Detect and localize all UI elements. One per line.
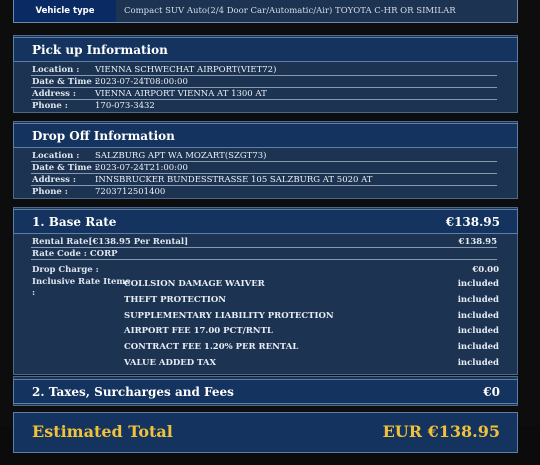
taxes-amount: €0 bbox=[483, 385, 500, 399]
pickup-phone-key: Phone : bbox=[32, 101, 68, 111]
rate-item-value: included bbox=[457, 295, 499, 305]
vehicle-type-value: Compact SUV Auto(2/4 Door Car/Automatic/Air) TOYOTA C-HR OR SIMILAR bbox=[124, 6, 456, 16]
rate-item-value: included bbox=[457, 279, 499, 289]
taxes-title: 2. Taxes, Surcharges and Fees bbox=[32, 385, 234, 399]
dropoff-phone-key: Phone : bbox=[32, 187, 68, 197]
rate-item-value: included bbox=[457, 326, 499, 336]
pickup-address-value: VIENNA AIRPORT VIENNA AT 1300 AT bbox=[95, 89, 267, 99]
pickup-datetime-row bbox=[31, 76, 497, 88]
estimated-total-amount: EUR €138.95 bbox=[382, 422, 500, 441]
rate-item-name: VALUE ADDED TAX bbox=[124, 358, 217, 368]
rate-item-name: THEFT PROTECTION bbox=[124, 295, 227, 305]
rental-rate-value: €138.95 bbox=[458, 237, 497, 247]
vehicle-type-row bbox=[13, 0, 518, 23]
rental-rate-row bbox=[31, 236, 497, 248]
rate-item-value: included bbox=[457, 311, 499, 321]
inclusive-rate-colon: : bbox=[32, 288, 36, 298]
base-rate-amount: €138.95 bbox=[445, 215, 500, 229]
rate-item-name: AIRPORT FEE 17.00 PCT/RNTL bbox=[124, 326, 273, 336]
rate-item-value: included bbox=[457, 342, 499, 352]
drop-charge-value: €0.00 bbox=[472, 265, 499, 275]
dropoff-datetime-key: Date & Time : bbox=[32, 163, 98, 173]
vehicle-type-label: Vehicle type bbox=[14, 0, 116, 22]
rate-item-value: included bbox=[457, 358, 499, 368]
dropoff-datetime-value: 2023-07-24T21:00:00 bbox=[95, 163, 188, 173]
pickup-location-row bbox=[31, 64, 497, 76]
rate-item-name: SUPPLEMENTARY LIABILITY PROTECTION bbox=[124, 311, 334, 321]
rate-item-name: CONTRACT FEE 1.20% PER RENTAL bbox=[124, 342, 299, 352]
dropoff-header bbox=[13, 123, 518, 148]
pickup-title: Pick up Information bbox=[32, 43, 168, 57]
dropoff-datetime-row bbox=[31, 162, 497, 174]
drop-charge-label: Drop Charge : bbox=[32, 265, 99, 275]
dropoff-location-key: Location : bbox=[32, 151, 80, 161]
rate-item-name: COLLSION DAMAGE WAIVER bbox=[124, 279, 265, 289]
dropoff-address-key: Address : bbox=[32, 175, 77, 185]
pickup-address-row bbox=[31, 88, 497, 100]
pickup-header bbox=[13, 37, 518, 62]
base-rate-title: 1. Base Rate bbox=[32, 215, 117, 229]
estimated-total-title: Estimated Total bbox=[32, 422, 173, 441]
taxes-header[interactable] bbox=[13, 379, 518, 404]
pickup-phone-row bbox=[31, 100, 497, 112]
dropoff-location-value: SALZBURG APT WA MOZART(SZGT73) bbox=[95, 151, 267, 161]
pickup-datetime-key: Date & Time : bbox=[32, 77, 98, 87]
inclusive-rate-label: Inclusive Rate Items bbox=[32, 277, 131, 287]
pickup-address-key: Address : bbox=[32, 89, 77, 99]
pickup-location-key: Location : bbox=[32, 65, 80, 75]
pickup-datetime-value: 2023-07-24T08:00:00 bbox=[95, 77, 188, 87]
dropoff-address-row bbox=[31, 174, 497, 186]
dropoff-location-row bbox=[31, 150, 497, 162]
pickup-phone-value: 170-073-3432 bbox=[95, 101, 155, 111]
base-rate-header[interactable] bbox=[13, 209, 518, 234]
dropoff-title: Drop Off Information bbox=[32, 129, 175, 143]
dropoff-address-value: INNSBRUCKER BUNDESSTRASSE 105 SALZBURG AT 5020 AT bbox=[95, 175, 373, 185]
estimated-total-bar bbox=[13, 412, 518, 453]
rental-rate-label: Rental Rate[€138.95 Per Rental] bbox=[32, 237, 189, 247]
pickup-location-value: VIENNA SCHWECHAT AIRPORT(VIET72) bbox=[95, 65, 277, 75]
rate-code-row bbox=[31, 248, 497, 260]
dropoff-phone-value: 7203712501400 bbox=[95, 187, 166, 197]
dropoff-phone-row bbox=[31, 186, 497, 198]
rate-code: Rate Code : CORP bbox=[32, 249, 118, 259]
